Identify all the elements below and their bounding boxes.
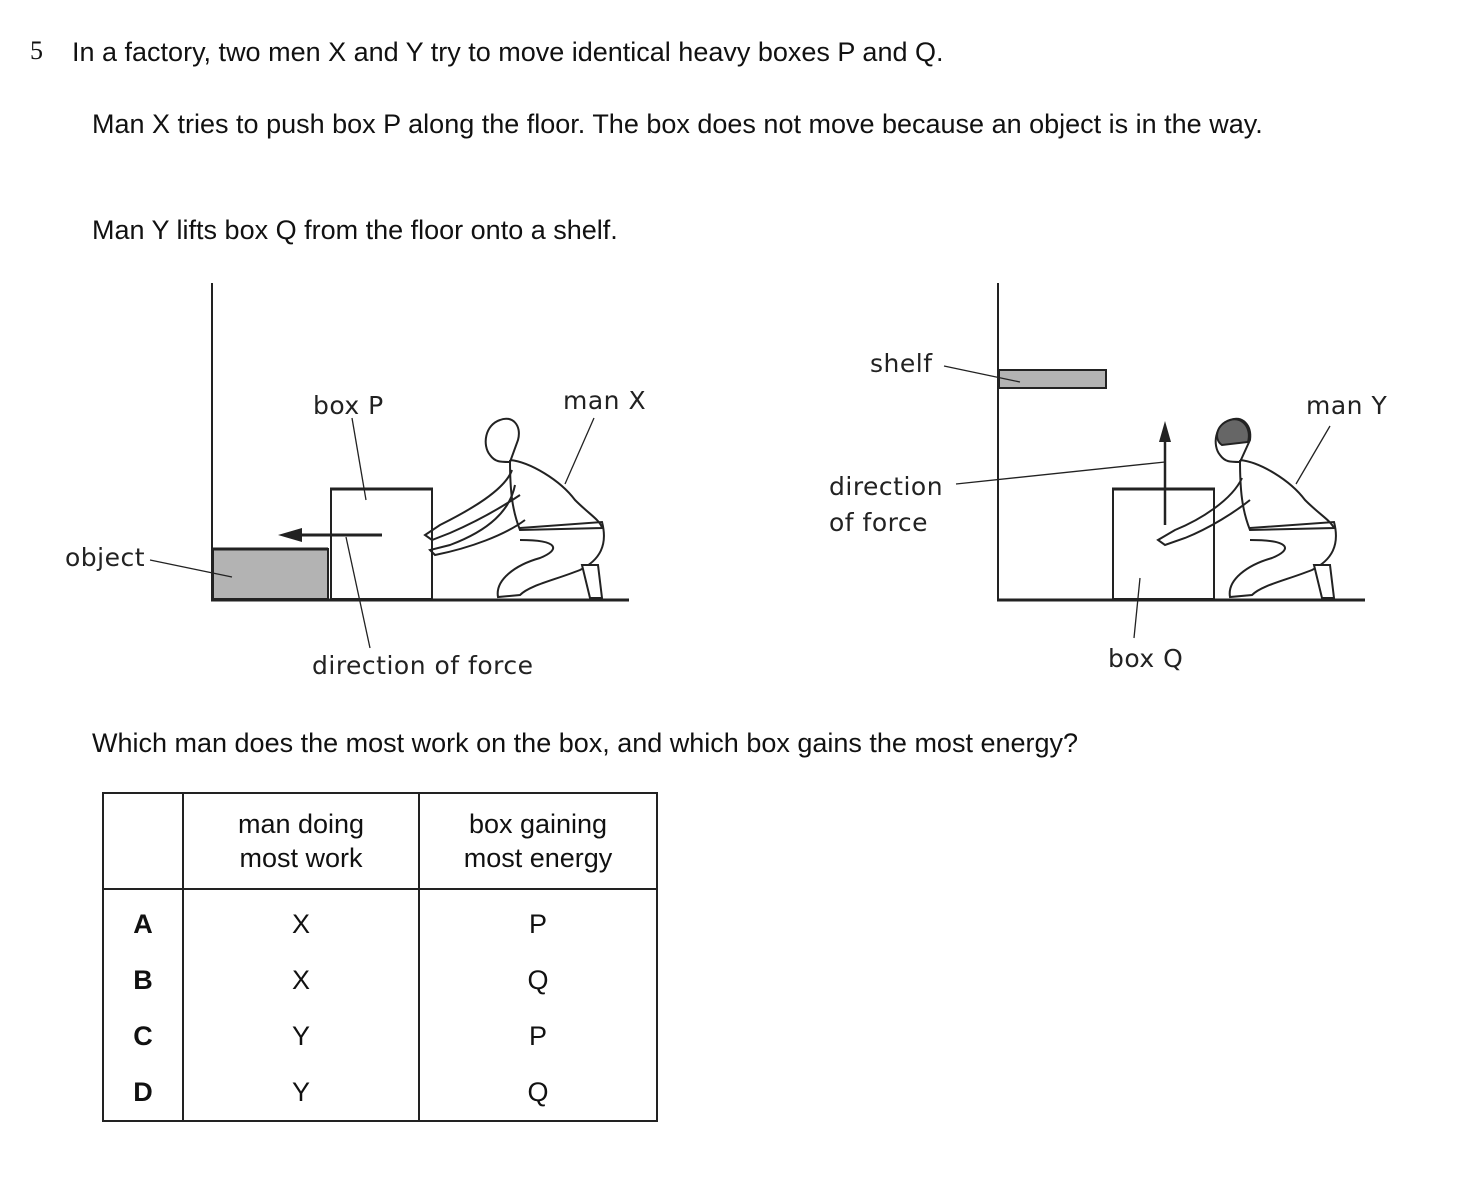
man-cell: X (183, 952, 419, 1008)
man-cell: Y (183, 1008, 419, 1064)
label-direction-of-force-left: direction of force (312, 651, 534, 680)
label-of-force: of force (829, 508, 928, 537)
label-direction: direction (829, 472, 944, 501)
diagram-man-x-pushing (65, 283, 646, 680)
header-empty (103, 793, 183, 889)
diagram-man-y-lifting (829, 283, 1387, 673)
box-p (331, 489, 432, 599)
question-prompt: Which man does the most work on the box, and which box gains the most energy? (92, 728, 1079, 758)
paragraph-man-y: Man Y lifts box Q from the floor onto a shelf. (92, 215, 618, 245)
header-box-gaining-most-energy (419, 793, 657, 889)
header-line: box gaining (468, 809, 608, 839)
shelf (999, 370, 1106, 388)
label-box-p: box P (313, 391, 384, 420)
man-cell: Y (183, 1064, 419, 1121)
label-box-q: box Q (1108, 644, 1184, 673)
option-label[interactable]: C (103, 1008, 183, 1064)
table-row-c[interactable] (103, 1008, 657, 1064)
table-row-b[interactable] (103, 952, 657, 1008)
label-shelf: shelf (870, 349, 933, 378)
answer-table (102, 792, 658, 1122)
man-cell: X (183, 889, 419, 952)
option-label[interactable]: A (103, 889, 183, 952)
box-cell: Q (419, 952, 657, 1008)
question-number: 5 (30, 36, 43, 65)
leader-man-y (1296, 426, 1330, 484)
leader-man-x (565, 418, 594, 484)
table-row-d[interactable] (103, 1064, 657, 1121)
box-cell: P (419, 1008, 657, 1064)
header-line: most work (239, 843, 363, 873)
box-cell: P (419, 889, 657, 952)
header-line: man doing (237, 809, 365, 839)
option-label[interactable]: B (103, 952, 183, 1008)
leader-force-right (956, 462, 1165, 484)
man-x-figure (425, 419, 604, 598)
label-man-x: man X (563, 386, 647, 415)
paragraph-man-x: Man X tries to push box P along the floor. The box does not move because an object is in the way. (92, 109, 1263, 139)
box-cell: Q (419, 1064, 657, 1121)
label-object: object (65, 543, 146, 572)
object-block (213, 549, 328, 599)
table-header-row (103, 793, 657, 889)
header-man-doing-most-work (183, 793, 419, 889)
label-man-y: man Y (1306, 391, 1388, 420)
question-intro: In a factory, two men X and Y try to move identical heavy boxes P and Q. (72, 37, 944, 67)
header-line: most energy (463, 843, 613, 873)
option-label[interactable]: D (103, 1064, 183, 1121)
table-row-a[interactable] (103, 889, 657, 952)
